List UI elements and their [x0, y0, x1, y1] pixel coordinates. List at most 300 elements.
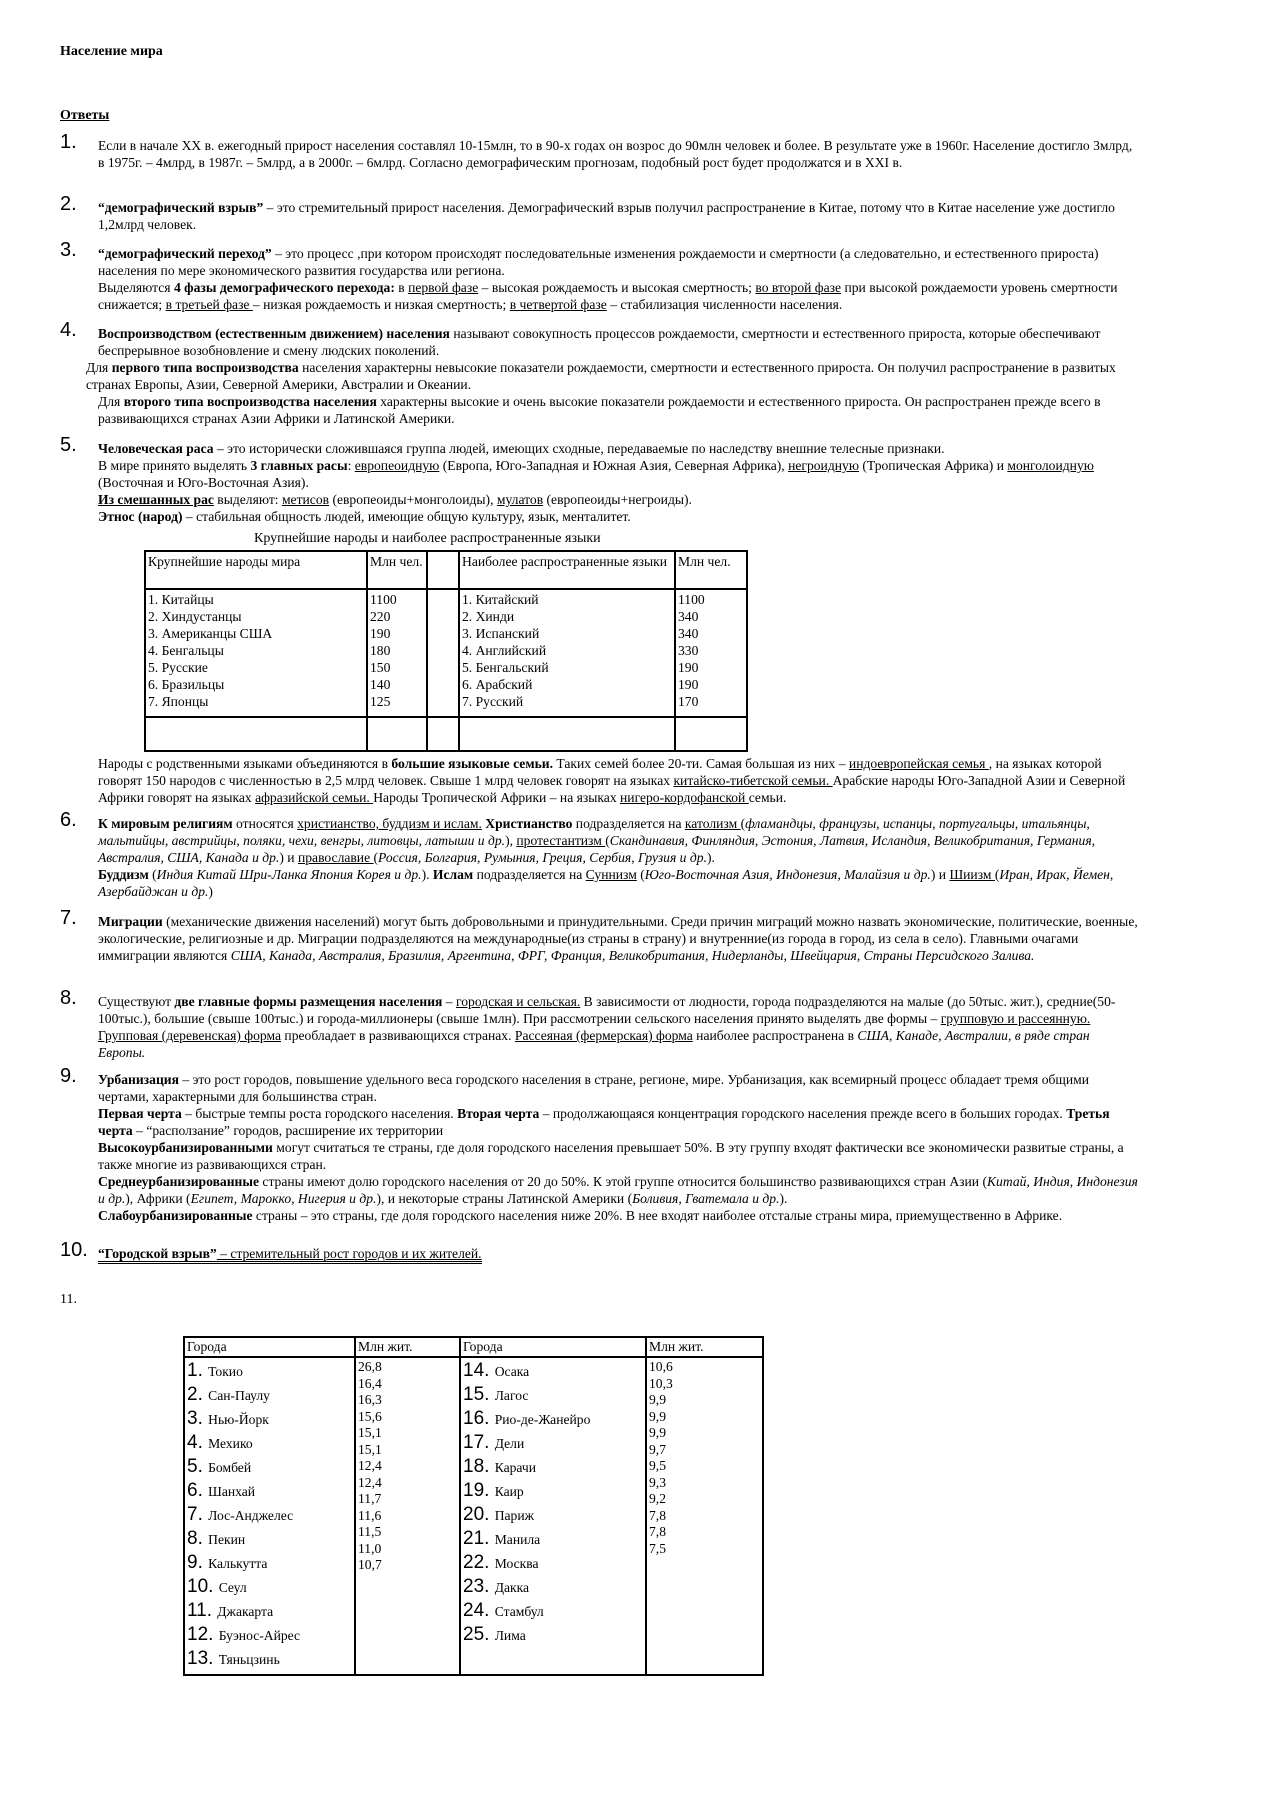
mix-2: мулатов: [496, 492, 544, 507]
table-header: Наиболее распространенные языки: [459, 551, 675, 589]
city-item: [463, 1527, 643, 1551]
city-item: [187, 1647, 352, 1671]
world-religions: христианство, буддизм и ислам.: [297, 816, 482, 831]
races-text: [98, 457, 1138, 491]
list-item: 1100: [678, 592, 705, 607]
catholic-countries: фламандцы, французы, испанцы, португальцы, итальянцы, мальтийцы, австрийцы, поляки, чехи, венгры, литовцы, латыши и др.: [98, 816, 1090, 848]
high-urbanized-text: [98, 1139, 1138, 1173]
term: “Городской взрыв”: [98, 1246, 217, 1261]
text: (: [740, 816, 746, 831]
term: Миграции: [98, 914, 163, 929]
family-3: афразийской семьи.: [255, 790, 374, 805]
city-rank: 5.: [187, 1456, 209, 1477]
text: (европеоиды+негроиды).: [543, 492, 692, 507]
city-item: [187, 1623, 352, 1647]
term: “демографический взрыв”: [98, 200, 264, 215]
answer-number: 10.: [60, 1239, 88, 1261]
rural-forms: групповую и рассеянную.: [940, 1011, 1091, 1026]
city-rank: 24.: [463, 1600, 495, 1621]
list-item: 9,9: [649, 1425, 666, 1440]
cities-left-cell: [184, 1357, 355, 1675]
text: – высокая рождаемость и высокая смертность;: [478, 280, 756, 295]
list-item: 11,0: [358, 1540, 382, 1556]
family-2: китайско-тибетской семьи.: [673, 773, 833, 788]
protestant-countries: Скандинавия, Финляндия, Эстония, Латвия, Исландия, Великобритания, Германия, Австралия, США, Канада и др.: [98, 833, 1096, 865]
list-item: 330: [678, 643, 699, 658]
city-rank: 8.: [187, 1528, 209, 1549]
type-1-text: [86, 359, 1138, 393]
peoples-list: [148, 591, 364, 710]
list-item: 10,6: [649, 1359, 673, 1374]
phase-1: первой фазе: [408, 280, 479, 295]
city-name: Париж: [494, 1508, 535, 1523]
peoples-table-caption: Крупнейшие народы и наиболее распространенные языки: [254, 531, 601, 546]
list-item: 9,7: [649, 1441, 666, 1457]
type-2-text: [98, 393, 1138, 427]
answer-number: 3.: [60, 239, 77, 261]
city-item: [187, 1575, 352, 1599]
list-item: 11,7: [358, 1491, 382, 1506]
cities-right-mln-cell: [646, 1357, 763, 1675]
table-header: Млн жит.: [355, 1337, 460, 1357]
city-rank: 25.: [463, 1624, 495, 1645]
text: Выделяются: [98, 280, 174, 295]
text: ),: [505, 833, 517, 848]
city-rank: 11.: [187, 1600, 218, 1621]
term: 4 фазы демографического перехода:: [173, 280, 395, 295]
text: Арабские народы Юго-Западной Азии и Северной Африки говорят на языках: [98, 773, 1126, 805]
table-header: Крупнейшие народы мира: [145, 551, 367, 589]
answer-number: 7.: [60, 907, 77, 929]
text: –: [442, 994, 456, 1009]
city-name: Лос-Анджелес: [208, 1508, 294, 1523]
text: – быстрые темпы роста городского населения.: [181, 1106, 458, 1121]
list-item: 12,4: [358, 1458, 382, 1473]
cities-right-cell: [460, 1357, 646, 1675]
term: 3 главных расы: [250, 458, 348, 473]
text: (Восточная и Юго-Восточная Азия).: [98, 475, 309, 490]
city-rank: 6.: [187, 1480, 209, 1501]
city-item: [463, 1623, 643, 1647]
answer-number: 2.: [60, 193, 77, 215]
table-header: Млн жит.: [646, 1337, 763, 1357]
phase-2: во второй фазе: [755, 280, 842, 295]
immigration-countries: США, Канада, Австралия, Бразилия, Аргентина, ФРГ, Франция, Великобритания, Нидерланды, Швейцария, Страны Персидского Залива.: [230, 948, 1035, 963]
table-header: Млн чел.: [367, 551, 427, 589]
list-item: 11,6: [358, 1507, 382, 1523]
phases-text: [98, 279, 1138, 313]
city-name: Карачи: [494, 1460, 537, 1475]
city-name: Манила: [494, 1532, 541, 1547]
city-name: Калькутта: [208, 1556, 268, 1571]
city-item: [187, 1407, 352, 1431]
answer-number: 1.: [60, 131, 77, 153]
city-item: [463, 1479, 643, 1503]
list-item: 180: [370, 643, 391, 658]
city-item: [463, 1383, 643, 1407]
answer-number: 5.: [60, 434, 77, 456]
text: относятся: [232, 816, 298, 831]
text: населения характерны невысокие показатели рождаемости, смертности и естественного прироста. Он получил распространение в развитых странах Европы, Азии, Северной Америки, Австралии и Океании.: [86, 360, 1116, 392]
city-rank: 13.: [187, 1648, 219, 1669]
document-title: Население мира: [60, 44, 163, 59]
list-item: 6. Бразильцы: [148, 677, 225, 692]
family-4: нигеро-кордофанской: [620, 790, 749, 805]
list-item: 10,7: [358, 1557, 382, 1572]
text: – стремительный рост городов и их жителей.: [216, 1246, 482, 1261]
city-rank: 7.: [187, 1504, 209, 1525]
langs-list: [462, 591, 672, 710]
latam-countries: Боливия, Гватемала и др.: [632, 1191, 780, 1206]
list-item: 6. Арабский: [462, 677, 533, 692]
city-item: [187, 1479, 352, 1503]
urbanization-traits: [98, 1105, 1138, 1139]
cities-left-mln-cell: [355, 1357, 460, 1675]
term: К мировым религиям: [98, 816, 233, 831]
list-item: 1. Китайцы: [148, 592, 214, 607]
city-name: Каир: [494, 1484, 524, 1499]
term: две главные формы размещения населения: [174, 994, 443, 1009]
city-item: [463, 1503, 643, 1527]
mid-urbanized-text: [98, 1173, 1138, 1207]
term: Буддизм: [98, 867, 149, 882]
text: Для: [98, 394, 124, 409]
answer-text: [98, 325, 1138, 359]
list-item: 340: [678, 609, 699, 624]
city-name: Дели: [494, 1436, 525, 1451]
text: Для: [86, 360, 112, 375]
list-item: 9,5: [649, 1458, 666, 1473]
langs-mln-list: [678, 591, 744, 710]
text: ).: [706, 850, 715, 865]
list-item: 9,9: [649, 1392, 666, 1407]
term: большие языковые семьи.: [391, 756, 554, 771]
city-name: Лима: [494, 1628, 526, 1643]
city-item: [187, 1455, 352, 1479]
text: :: [347, 458, 355, 473]
city-item: [463, 1359, 643, 1383]
text: – стабилизация численности населения.: [606, 297, 843, 312]
asia-countries: Китай, Индия, Индонезия и др.: [98, 1174, 1138, 1206]
text: выделяют:: [213, 492, 282, 507]
phase-4: в четвертой фазе: [509, 297, 607, 312]
cities-left-mln-list: [358, 1359, 457, 1574]
race-2: негроидную: [788, 458, 859, 473]
list-item: 190: [678, 677, 699, 692]
city-rank: 1.: [187, 1360, 209, 1381]
text: Народы Тропической Африки – на языках: [373, 790, 621, 805]
city-rank: 2.: [187, 1384, 209, 1405]
city-name: Нью-Йорк: [208, 1412, 269, 1427]
low-urbanized-text: [98, 1207, 1138, 1224]
text: могут считаться те страны, где доля городского населения превышает 50%. В эту группу входят фактически все экономически развитые страны, а также многие из развивающихся стран.: [98, 1140, 1124, 1172]
text: семьи.: [748, 790, 787, 805]
city-item: [187, 1359, 352, 1383]
city-rank: 17.: [463, 1432, 495, 1453]
answer-11-number: 11.: [60, 1292, 77, 1307]
city-name: Лагос: [494, 1388, 529, 1403]
term: Вторая черта: [457, 1106, 540, 1121]
list-item: 340: [678, 626, 699, 641]
sunnism: Суннизм: [585, 867, 637, 882]
answers-heading: Ответы: [60, 108, 110, 123]
list-item: 3. Американцы США: [148, 626, 273, 641]
answer-number: 9.: [60, 1065, 77, 1087]
city-name: Тяньцзинь: [218, 1652, 280, 1667]
city-name: Дакка: [494, 1580, 530, 1595]
list-item: 5. Русские: [148, 660, 208, 675]
text: наиболее распространена в: [692, 1028, 858, 1043]
term: Человеческая раса: [98, 441, 214, 456]
term: второго типа воспроизводства населения: [123, 394, 377, 409]
orthodox-countries: Россия, Болгария, Румыния, Греция, Сербия, Грузия и др.: [378, 850, 707, 865]
city-item: [463, 1551, 643, 1575]
list-item: 4. Бенгальцы: [148, 643, 224, 658]
text: – это рост городов, повышение удельного веса городского населения в стране, регионе, мире. Урбанизация, как всемирный процесс обладает тремя общими чертами, характерными для большинства стран.: [98, 1072, 1090, 1104]
term: Третья черта: [98, 1106, 1110, 1138]
answer-number: 6.: [60, 809, 77, 831]
city-name: Джакарта: [217, 1604, 274, 1619]
term: Слабоурбанизированные: [98, 1208, 253, 1223]
urban-explosion-text: [98, 1245, 1138, 1262]
city-name: Бомбей: [208, 1460, 252, 1475]
city-item: [463, 1575, 643, 1599]
text: страны имеют долю городского населения от 20 до 50%. К этой группе относится большинство развивающихся стран Азии (: [259, 1174, 988, 1189]
text: (: [373, 850, 379, 865]
sunni-countries: Юго-Восточная Азия, Индонезия, Малайзия и др.: [644, 867, 931, 882]
text: (Тропическая Африка) и: [858, 458, 1008, 473]
city-item: [187, 1551, 352, 1575]
city-item: [187, 1527, 352, 1551]
phase-3: в третьей фазе: [165, 297, 253, 312]
text: Таких семей более 20-ти. Самая большая из них –: [553, 756, 849, 771]
answer-number: 4.: [60, 319, 77, 341]
city-rank: 20.: [463, 1504, 495, 1525]
peoples-cell: [145, 589, 367, 717]
list-item: 9,3: [649, 1474, 666, 1490]
protestantism: протестантизм: [516, 833, 606, 848]
cities-left-list: [187, 1359, 352, 1671]
text: при высокой рождаемости уровень смертности снижается;: [98, 280, 1118, 312]
list-item: 16,3: [358, 1392, 382, 1407]
text: (Европа, Юго-Западная и Южная Азия, Северная Африка),: [439, 458, 789, 473]
shia-countries: Иран, Ирак, Йемен, Азербайджан и др.: [98, 867, 1114, 899]
city-rank: 14.: [463, 1360, 495, 1381]
cities-right-list: [463, 1359, 643, 1647]
group-form: Групповая (деревенская) форма: [98, 1028, 282, 1043]
list-item: 7. Японцы: [148, 694, 209, 709]
text: – стабильная общность людей, имеющие общую культуру, язык, менталитет.: [182, 509, 631, 524]
term: Воспроизводством (естественным движением) населения: [98, 326, 450, 341]
text: ).: [779, 1191, 788, 1206]
city-rank: 3.: [187, 1408, 209, 1429]
list-item: 5. Бенгальский: [462, 660, 549, 675]
africa-countries: Египет, Марокко, Нигерия и др.: [190, 1191, 377, 1206]
text: , на языках которой говорят 150 народов с численностью в 2,5 млрд человек. Свыше 1 млрд человек говорят на языках: [98, 756, 1102, 788]
list-item: 3. Испанский: [462, 626, 540, 641]
city-rank: 12.: [187, 1624, 219, 1645]
text: (механические движения населений) могут быть добровольными и принудительными. Среди причин миграций можно назвать экономические, политические, военные, экологические, религиозные и др. Миграции подразделяются на международные(из страны в страну) и внутренние(из города в город, из села в село). Главными очагами иммиграции являются: [98, 914, 1138, 963]
mix-1: метисов: [281, 492, 330, 507]
answer-text: [98, 199, 1138, 233]
term: Этнос (народ): [98, 509, 183, 524]
table-spacer: [427, 589, 459, 717]
city-item: [463, 1599, 643, 1623]
answer-text: Если в начале XX в. ежегодный прирост населения составлял 10-15млн, то в 90-х годах он возрос до 90млн человек и более. В результате уже в 1960г. Население достигло 3млрд, в 1975г. – 4млрд, в 1987г. – 5млрд, а в 2000г. – 6млрд. Согласно демографическим прогнозам, подобный рост будет продолжатся и в XXI в.: [98, 138, 1133, 170]
text: ), Африки (: [125, 1191, 191, 1206]
text: подразделяется на: [572, 816, 685, 831]
table-spacer: [427, 551, 459, 589]
list-item: 7,8: [649, 1524, 666, 1539]
list-item: 12,4: [358, 1474, 382, 1490]
city-name: Шанхай: [208, 1484, 256, 1499]
catholicism: католизм: [684, 816, 741, 831]
city-rank: 21.: [463, 1528, 495, 1549]
buddhism-islam-text: [98, 866, 1138, 900]
race-1: европеоидную: [354, 458, 440, 473]
list-item: 15,1: [358, 1425, 382, 1440]
city-rank: 4.: [187, 1432, 209, 1453]
answer-number: 8.: [60, 987, 77, 1009]
list-item: 2. Хиндустанцы: [148, 609, 242, 624]
table-header: Млн чел.: [675, 551, 747, 589]
term: Первая черта: [98, 1106, 182, 1121]
text: В мире принято выделять: [98, 458, 251, 473]
text: (: [148, 867, 157, 882]
text: ) и: [279, 850, 298, 865]
text: – низкая рождаемость и низкая смертность;: [252, 297, 510, 312]
city-name: Москва: [494, 1556, 539, 1571]
text: – продолжающаяся концентрация городского населения прежде всего в больших городах.: [539, 1106, 1067, 1121]
buddhist-countries: Индия Китай Шри-Ланка Япония Корея и др.: [156, 867, 422, 882]
term: Христианство: [485, 816, 573, 831]
settlement-text: [98, 993, 1138, 1061]
text: Существуют: [98, 994, 175, 1009]
list-item: 1. Китайский: [462, 592, 539, 607]
list-item: 10,3: [649, 1375, 673, 1391]
city-name: Осака: [494, 1364, 530, 1379]
city-rank: 22.: [463, 1552, 495, 1573]
city-rank: 9.: [187, 1552, 209, 1573]
text: страны – это страны, где доля городского населения ниже 20%. В нее входят наиболее отсталые страны мира, приемущественно в Африке.: [252, 1208, 1063, 1223]
term: Среднеурбанизированные: [98, 1174, 260, 1189]
city-item: [187, 1599, 352, 1623]
cities-right-mln-list: [649, 1359, 760, 1557]
list-item: 1100: [370, 592, 397, 607]
dispersed-form: Рассеяная (фермерская) форма: [514, 1028, 693, 1043]
list-item: 150: [370, 660, 391, 675]
religions-text: [98, 815, 1138, 866]
text: – “расползание” городов, расширение их территории: [132, 1123, 444, 1138]
city-item: [463, 1407, 643, 1431]
empty-cell: [675, 717, 747, 751]
text: – это стремительный прирост населения. Демографический взрыв получил распространение в Китае, потому что в Китае население уже достигло 1,2млрд человек.: [98, 200, 1115, 232]
term: Из смешанных рас: [98, 492, 214, 507]
list-item: 15,6: [358, 1408, 382, 1424]
city-name: Токио: [208, 1364, 243, 1379]
city-name: Пекин: [208, 1532, 246, 1547]
list-item: 170: [678, 694, 699, 709]
city-rank: 18.: [463, 1456, 495, 1477]
list-item: 16,4: [358, 1375, 382, 1391]
empty-cell: [427, 717, 459, 751]
cities-table: [183, 1336, 764, 1676]
city-rank: 23.: [463, 1576, 495, 1597]
city-item: [187, 1503, 352, 1527]
answer-text: [98, 245, 1138, 279]
race-3: монголоидную: [1007, 458, 1094, 473]
empty-cell: [145, 717, 367, 751]
table-header: Города: [460, 1337, 646, 1357]
text: ), и некоторые страны Латинской Америки (: [376, 1191, 633, 1206]
text: (: [605, 833, 610, 848]
empty-cell: [367, 717, 427, 751]
city-name: Рио-де-Жанейро: [494, 1412, 591, 1427]
text: ).: [421, 867, 433, 882]
mixed-races-text: [98, 491, 1138, 508]
langs-cell: [459, 589, 675, 717]
text: подразделяется на: [473, 867, 586, 882]
city-name: Мехико: [208, 1436, 253, 1451]
ethnos-text: [98, 508, 1138, 525]
list-item: 4. Английский: [462, 643, 547, 658]
family-1: индоевропейская семья: [848, 756, 989, 771]
text: (: [636, 867, 645, 882]
list-item: 7,5: [649, 1540, 666, 1556]
dispersed-countries: США, Канаде, Австралии, в ряде стран Европы.: [98, 1028, 1090, 1060]
city-name: Сеул: [218, 1580, 247, 1595]
list-item: 2. Хинди: [462, 609, 515, 624]
text: называют совокупность процессов рождаемости, смертности и естественного прироста, которые обеспечивают беспрерывное возобновление и смену людских поколений.: [98, 326, 1101, 358]
text: – это исторически сложившаяся группа людей, имеющих сходные, передаваемые по наследству внешние телесные признаки.: [213, 441, 945, 456]
text: (европеоиды+монголоиды),: [329, 492, 497, 507]
city-rank: 19.: [463, 1480, 495, 1501]
text: В зависимости от людности, города подразделяются на малые (до 50тыс. жит.), средние(50-100тыс.), большие (свыше 100тыс.) и города-миллионеры (свыше 1млн). При рассмотрении сельского населения принято выделять две формы –: [98, 994, 1116, 1026]
list-item: 15,1: [358, 1441, 382, 1457]
text: – это процесс ,при котором происходят последовательные изменения рождаемости и смертности (а следовательно, и естественного прироста) населения по мере экономического развития государства или региона.: [98, 246, 1099, 278]
term: Урбанизация: [98, 1072, 179, 1087]
list-item: 9,2: [649, 1491, 666, 1506]
urbanization-text: [98, 1071, 1138, 1105]
langs-mln-cell: [675, 589, 747, 717]
text: преобладает в развивающихся странах.: [281, 1028, 515, 1043]
families-text: [98, 755, 1138, 806]
city-name: Сан-Паулу: [208, 1388, 270, 1403]
shiism: Шиизм: [949, 867, 995, 882]
city-rank: 10.: [187, 1576, 219, 1597]
text: характерны высокие и очень высокие показатели рождаемости и естественного прироста. Он распространен прежде всего в развивающихся странах Азии Африки и Латинской Америки.: [98, 394, 1101, 426]
term: Высокоурбанизированными: [98, 1140, 273, 1155]
answer-text: [98, 440, 1138, 457]
city-item: [187, 1431, 352, 1455]
text: (: [994, 867, 1000, 882]
list-item: 220: [370, 609, 391, 624]
text: ): [208, 884, 213, 899]
list-item: 11,5: [358, 1524, 382, 1539]
term: Ислам: [432, 867, 474, 882]
city-name: Стамбул: [494, 1604, 544, 1619]
peoples-languages-table: [144, 550, 748, 752]
settlement-forms: городская и сельская.: [456, 994, 581, 1009]
term: первого типа воспроизводства: [111, 360, 299, 375]
list-item: 9,9: [649, 1408, 666, 1424]
city-item: [463, 1455, 643, 1479]
city-name: Буэнос-Айрес: [218, 1628, 301, 1643]
city-item: [463, 1431, 643, 1455]
peoples-mln-cell: [367, 589, 427, 717]
list-item: 190: [678, 660, 699, 675]
list-item: 7. Русский: [462, 694, 524, 709]
